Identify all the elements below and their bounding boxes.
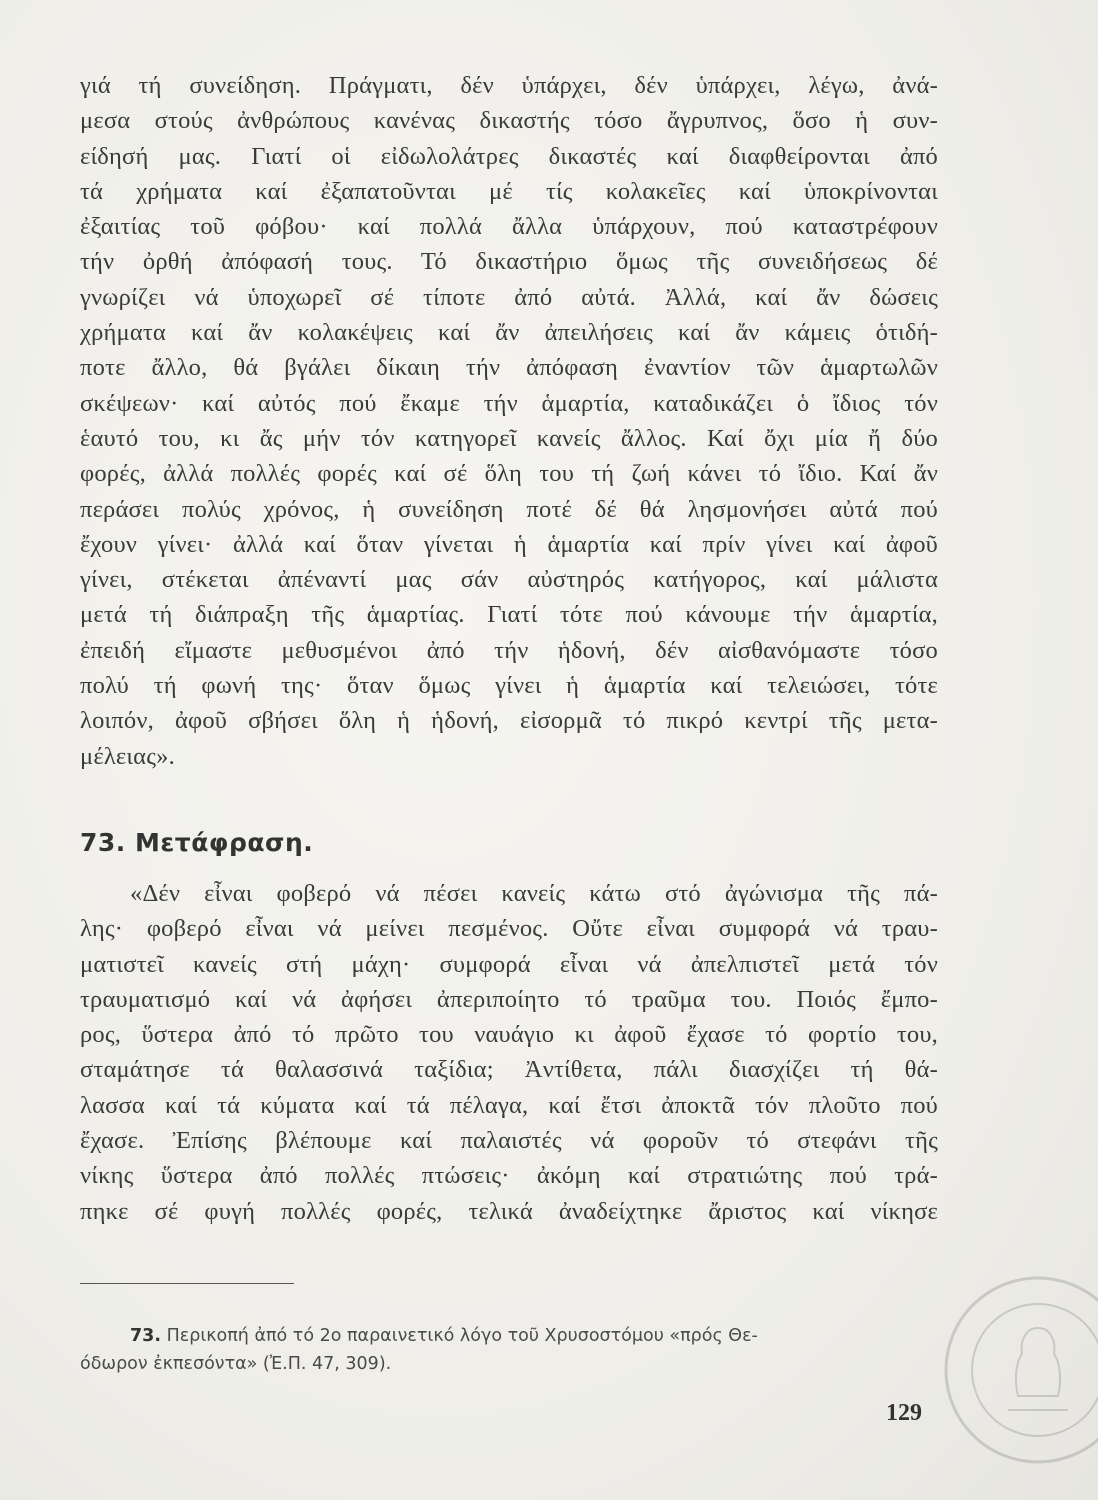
- text-line: ρος, ὕστερα ἀπό τό πρῶτο του ναυάγιο κι ἀφοῦ ἔχασε τό φορτίο του,: [80, 1021, 938, 1049]
- text-line: περάσει πολύς χρόνος, ἡ συνείδηση ποτέ δέ θά λησμονήσει αὐτά πού: [80, 495, 938, 523]
- text-line: μεσα στούς ἀνθρώπους κανένας δικαστής τόσο ἄγρυπνος, ὅσο ἡ συν-: [80, 107, 938, 135]
- page-number: 129: [886, 1400, 922, 1426]
- text-line: τήν ὀρθή ἀπόφασή τους. Τό δικαστήριο ὅμως τῆς συνειδήσεως δέ: [80, 248, 938, 276]
- text-line: φορές, ἀλλά πολλές φορές καί σέ ὅλη του τή ζωή κάνει τό ἴδιο. Καί ἄν: [80, 460, 938, 488]
- text-line: ἑαυτό του, κι ἄς μήν τόν κατηγορεῖ κανείς ἄλλος. Καί ὄχι μία ἤ δύο: [80, 424, 938, 452]
- text-line: γιά τή συνείδηση. Πράγματι, δέν ὑπάρχει, δέν ὑπάρχει, λέγω, ἀνά-: [80, 72, 938, 99]
- text-line: μέλειας».: [80, 742, 175, 770]
- text-line: λης· φοβερό εἶναι νά μείνει πεσμένος. Οὔτε εἶναι συμφορά νά τραυ-: [80, 915, 938, 943]
- footnote-line: όδωρον ἐκπεσόντα» (Ἐ.Π. 47, 309).: [80, 1354, 392, 1374]
- text-line: χρήματα καί ἄν κολακέψεις καί ἄν ἀπειλήσεις καί ἄν κάμεις ὁτιδή-: [80, 319, 938, 347]
- text-line: είδησή μας. Γιατί οἱ εἰδωλολάτρες δικαστές καί διαφθείρονται ἀπό: [80, 142, 938, 170]
- text-line: μετά τή διάπραξη τῆς ἁμαρτίας. Γιατί τότε πού κάνουμε τήν ἁμαρτία,: [80, 601, 938, 629]
- text-line: σκέψεων· καί αὐτός πού ἔκαμε τήν ἁμαρτία, καταδικάζει ὁ ἴδιος τόν: [80, 389, 938, 417]
- section-heading: 73. Μετάφραση.: [80, 828, 314, 857]
- text-line: ποτε ἄλλο, θά βγάλει δίκαιη τήν ἀπόφαση ἐναντίον τῶν ἁμαρτωλῶν: [80, 354, 938, 382]
- text-line: ματιστεῖ κανείς στή μάχη· συμφορά εἶναι νά ἀπελπιστεῖ μετά τόν: [80, 950, 938, 978]
- text-line: λοιπόν, ἀφοῦ σβήσει ὅλη ἡ ἡδονή, εἰσορμᾶ τό πικρό κεντρί τῆς μετα-: [80, 707, 938, 735]
- footnote-text: Περικοπή ἀπό τό 2ο παραινετικό λόγο τοῦ Χρυσοστόμου «πρός Θε-: [166, 1326, 758, 1346]
- text-line: ἔχασε. Ἐπίσης βλέπουμε καί παλαιστές νά φοροῦν τό στεφάνι τῆς: [80, 1127, 938, 1155]
- text-line: πολύ τή φωνή της· ὅταν ὅμως γίνει ἡ ἁμαρτία καί τελειώσει, τότε: [80, 672, 938, 700]
- text-line: τραυματισμό καί νά ἀφήσει ἀπεριποίητο τό τραῦμα του. Ποιός ἔμπο-: [80, 985, 938, 1013]
- footnote-number: 73.: [130, 1326, 162, 1346]
- text-line: ἔχουν γίνει· ἀλλά καί ὅταν γίνεται ἡ ἁμαρτία καί πρίν γίνει καί ἀφοῦ: [80, 530, 938, 558]
- text-line: πηκε σέ φυγή πολλές φορές, τελικά ἀναδείχτηκε ἄριστος καί νίκησε: [80, 1197, 938, 1225]
- text-line: ἐξαιτίας τοῦ φόβου· καί πολλά ἄλλα ὑπάρχουν, πού καταστρέφουν: [80, 213, 938, 241]
- text-line: τά χρήματα καί ἐξαπατοῦνται μέ τίς κολακεῖες καί ὑποκρίνονται: [80, 177, 938, 205]
- text-line: γνωρίζει νά ὑποχωρεῖ σέ τίποτε ἀπό αὐτά. Ἀλλά, καί ἄν δώσεις: [80, 283, 938, 311]
- footnote: [80, 1322, 938, 1378]
- library-stamp-icon: [938, 1270, 1098, 1470]
- text-line: νίκης ὕστερα ἀπό πολλές πτώσεις· ἀκόμη καί στρατιώτης πού τρά-: [80, 1162, 938, 1190]
- text-line: ἐπειδή εἴμαστε μεθυσμένοι ἀπό τήν ἡδονή, δέν αἰσθανόμαστε τόσο: [80, 636, 938, 664]
- paragraph-2: [80, 876, 938, 1229]
- text-line: σταμάτησε τά θαλασσινά ταξίδια; Ἀντίθετα, πάλι διασχίζει τή θά-: [80, 1056, 938, 1084]
- text-line: γίνει, στέκεται ἀπέναντί μας σάν αὐστηρός κατήγορος, καί μάλιστα: [80, 566, 938, 594]
- footnote-divider: [80, 1283, 294, 1284]
- text-line: λασσα καί τά κύματα καί τά πέλαγα, καί ἔτσι ἀποκτᾶ τόν πλοῦτο πού: [80, 1091, 938, 1119]
- text-line: «Δέν εἶναι φοβερό νά πέσει κανείς κάτω στό ἀγώνισμα τῆς πά-: [130, 880, 938, 907]
- footnote-line: [80, 1322, 938, 1350]
- paragraph-1: [80, 68, 938, 774]
